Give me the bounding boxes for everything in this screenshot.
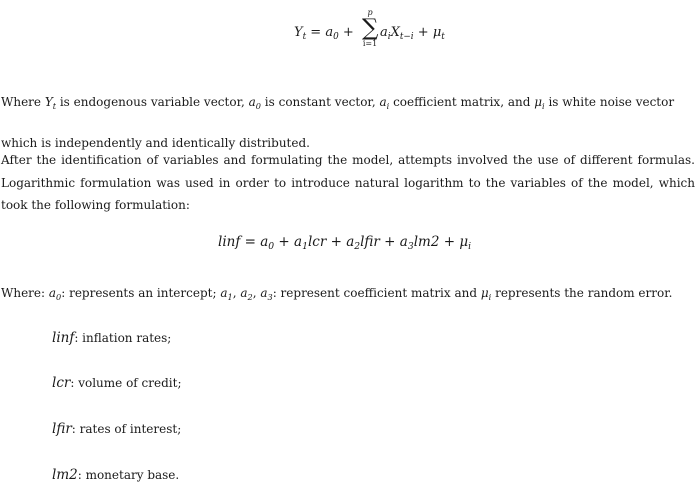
definition-lcr: lcr: volume of credit; <box>52 375 182 391</box>
summation-symbol: p ∑ i=1 <box>362 8 379 48</box>
definition-lfir: lfir: rates of interest; <box>52 421 182 437</box>
definition-lm2: lm2: monetary base. <box>52 467 180 483</box>
equation-rhs: $a_iX_{t-i} + \mu_t$ <box>380 25 445 43</box>
log-model-equation: linf = $a_0 + a_1lcr$ + $a_2lfir + a_3lm2 + \mu_i$ <box>218 234 472 253</box>
var-model-equation <box>294 8 474 56</box>
definition-linf: linf: inflation rates; <box>52 330 172 346</box>
equation-lhs: $Y_t = a_0$ + <box>294 25 354 43</box>
formulation-paragraph: After the identification of variables and formulating the model, attempts involved the use of different formulas. Logarithmic formulation was used in order to introduce natural logarithm to the variables of the model, which took the following formulation: <box>1 153 695 213</box>
variable-definition-paragraph: Where $Y_t$ is endogenous variable vector, $a_0$ is constant vector, $a_i$ coefficient matrix, and $\mu_i$ is white noise vector which is independently and identically distributed. <box>1 95 675 150</box>
coefficient-paragraph: Where: $a_0$: represents an intercept; $a_1$, $a_2$, $a_3$: represent coefficient matrix and $\mu_i$ represents the random error. <box>1 286 673 302</box>
